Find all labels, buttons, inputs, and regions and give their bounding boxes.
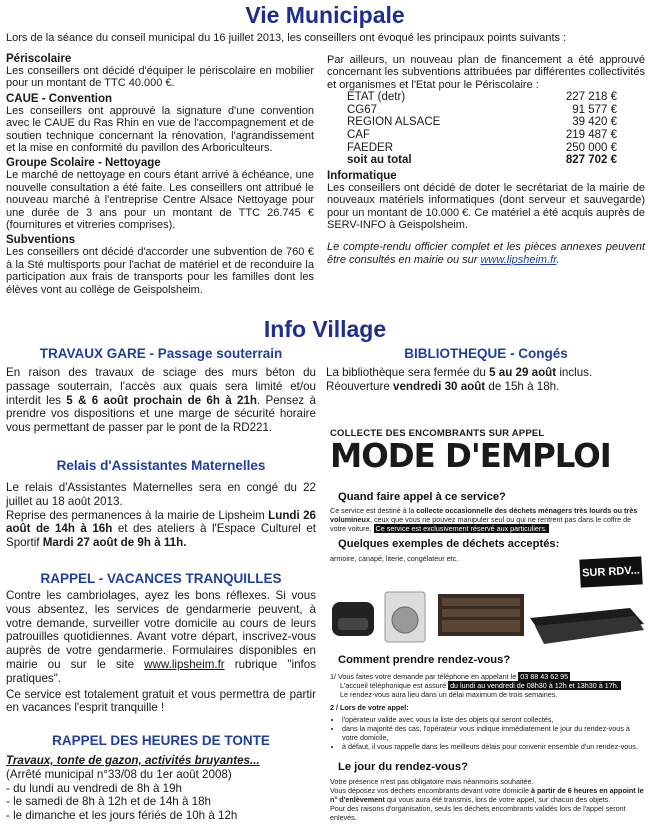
tonte-section xyxy=(6,733,316,823)
panel-q4: Le jour du rendez-vous? xyxy=(338,761,468,773)
bibliotheque-text-2 xyxy=(326,380,646,394)
tonte-line: - le dimanche et les jours fériés de 10h à 12h xyxy=(6,809,238,823)
vacances-text-2: Ce service est totalement gratuit et vous permettra de partir en vacances l'esprit tranquille ! xyxy=(6,687,316,715)
panel-q2-text: armoire, canapé, literie, congélateur etc. xyxy=(330,554,459,563)
vie-intro: Lors de la séance du conseil municipal du 16 juillet 2013, les conseillers ont évoqué les principaux points suivants : xyxy=(6,32,567,44)
nettoyage-text: Le marché de nettoyage en cours étant arrivé à échéance, une nouvelle consultation a été faite. Les conseillers ont attribué le nouveau marché à l'entreprise Centre Alsace Nettoyage pour une durée de 3 ans pour un montant de TTC 26.745 € (fournitures et vitreries comprises). xyxy=(6,169,314,232)
q1-text-b: collecte occasionnelle des déchets ménagers très lourds ou très volumineux xyxy=(330,506,638,524)
relais-lundi: Lundi 26 août de 14h à 16h xyxy=(6,508,316,536)
dresser-drawer xyxy=(442,609,520,617)
list-item: • l'opérateur valide avec vous la liste des objets qui seront collectés, xyxy=(342,715,646,724)
vacances-text-b: rubrique "infos pratiques". xyxy=(6,657,316,685)
nettoyage-heading: Groupe Scolaire - Nettoyage xyxy=(6,157,161,170)
fin-total-value: 827 702 € xyxy=(565,154,617,167)
informatique-heading: Informatique xyxy=(327,169,397,182)
step1-text-b: L'accueil téléphonique est assuré xyxy=(340,681,449,690)
list-item: • à défaut, il vous rappelle dans les meilleurs délais pour convenir ensemble d'un rendez-vous. xyxy=(342,742,646,751)
panel-big-title: MODE D'EMPLOI xyxy=(330,436,611,475)
panel-step1-hours xyxy=(330,681,646,690)
table-row xyxy=(347,104,617,117)
bibliotheque-heading: BIBLIOTHEQUE - Congés xyxy=(404,346,568,361)
travaux-text xyxy=(6,366,316,435)
vacances-text xyxy=(6,589,316,686)
tonte-line: - du lundi au vendredi de 8h à 19h xyxy=(6,781,182,795)
travaux-text-b: . Pensez à prendre vos dispositions et une marge de sécurité horaire vous permettant de passer par le pont de la RD221. xyxy=(6,393,316,435)
opening-hours: du lundi au vendredi de 08h30 à 12h et 13h30 à 17h. xyxy=(450,681,619,690)
q4-text-b: Vous déposez vos déchets encombrants devant votre domicile xyxy=(330,786,531,795)
fin-value: 250 000 € xyxy=(565,141,617,154)
lipsheim-link[interactable]: www.lipsheim.fr xyxy=(480,253,557,266)
biblio-dates: 5 au 29 août xyxy=(489,366,557,379)
travaux-heading: TRAVAUX GARE - Passage souterrain xyxy=(39,346,283,361)
vacances-text-a: Contre les cambriolages, ayez les bons réflexes. Si vous vous absentez, les services de gendarmerie peuvent, à votre demande, surveiller votre domicile au cours de leurs patrouilles quotidiennes. Avant votre départ, inscrivez-vous auprès de votre gendarmerie. Formulaires disponibles en mairie ou sur le site xyxy=(6,589,316,671)
lipsheim-site-link[interactable]: www.lipsheim.fr xyxy=(144,657,225,671)
list-item: • dans la majorité des cas, l'opérateur vous indique immédiatement le jour du rendez-vous à votre domicile, xyxy=(342,724,646,742)
caue-heading: CAUE - Convention xyxy=(6,92,113,105)
compte-rendu-end: . xyxy=(556,253,560,266)
travaux-text-a: En raison des travaux de sciage des murs béton du passage souterrain, l'accès aux quais sera limité et/ou interdit les xyxy=(6,366,316,407)
periscolaire-heading: Périscolaire xyxy=(6,53,72,65)
fin-value: 39 420 € xyxy=(572,116,617,129)
washing-machine-door xyxy=(392,607,418,633)
relais-section xyxy=(6,458,316,550)
relais-text-b: et des ateliers à l'Espace Culturel et Sportif xyxy=(6,522,316,550)
fin-label: FAEDER xyxy=(347,141,394,154)
subventions-text: Les conseillers ont décidé d'accorder une subvention de 760 € à la Sté multisports pour l'achat de matériel et de reconduire la participation aux frais de transports pour les familles dont les élèves vont au collège de Geispolsheim. xyxy=(6,246,314,296)
panel-rdv-section xyxy=(330,654,646,822)
dresser-drawer xyxy=(442,598,520,606)
panel-q4-text-a: Votre présence n'est pas obligatoire mais néanmoins souhaitée. xyxy=(330,777,534,786)
tonte-subtitle: Travaux, tonte de gazon, activités bruyantes... xyxy=(6,754,260,767)
panel-q3: Comment prendre rendez-vous? xyxy=(338,654,511,666)
vie-left-column xyxy=(6,50,314,296)
vacances-section xyxy=(6,571,316,715)
fin-value: 91 577 € xyxy=(572,103,617,116)
biblio-text-d: de 15h à 18h. xyxy=(485,379,560,393)
compte-rendu-text: Le compte-rendu officier complet et les pièces annexes peuvent être consultés en mairie ou sur xyxy=(327,241,645,266)
q1-highlight: Ce service est exclusivement réservé aux particuliers. xyxy=(375,524,547,533)
panel-q4-text-b xyxy=(330,786,646,804)
fin-value: 219 487 € xyxy=(565,129,617,141)
relais-text-1: Le relais d'Assistantes Maternelles sera en congé du 22 juillet au 18 août 2013. xyxy=(6,481,316,508)
biblio-reopen: vendredi 30 août xyxy=(393,379,486,393)
phone-number: 03 88 43 62 95 xyxy=(520,672,569,681)
table-row-total xyxy=(347,154,617,167)
periscolaire-text: Les conseillers ont décidé d'équiper le périscolaire en mobilier pour un montant de TTC 40.000 €. xyxy=(6,65,314,90)
table-row xyxy=(347,129,617,142)
panel-step1-delay: Le rendez-vous aura lieu dans un délai maximum de trois semaines. xyxy=(340,690,558,699)
sur-rdv-badge: SUR RDV... xyxy=(579,556,642,587)
furniture-illustration xyxy=(330,588,646,650)
tonte-line: (Arrêté municipal n°33/08 du 1er août 2008) xyxy=(6,767,232,781)
panel-step2-list xyxy=(330,715,646,751)
panel-q4-text-d: Pour des raisons d'organisation, seuls les déchets encombrants validés lors de l'appel seront enlevés. xyxy=(330,804,626,822)
fin-total-label: soit au total xyxy=(347,154,412,167)
panel-q1: Quand faire appel à ce service? xyxy=(338,491,506,503)
fin-value: 227 218 € xyxy=(565,91,617,104)
fin-label: CAF xyxy=(347,129,370,141)
fin-label: ETAT (detr) xyxy=(347,91,406,104)
panel-step2: 2 / Lors de votre appel: xyxy=(330,703,409,712)
tonte-line: - le samedi de 8h à 12h et de 14h à 18h xyxy=(6,795,211,809)
fin-label: CG67 xyxy=(347,103,378,116)
financement-intro: Par ailleurs, un nouveau plan de financement a été approuvé concernant les subventions attribuées par différentes collectivités et organismes et l'Etat pour le Périscolaire : xyxy=(327,54,645,91)
subventions-heading: Subventions xyxy=(6,234,76,247)
step1-text: 1/ Vous faites votre demande par téléphone en appelant le xyxy=(330,672,519,681)
encombrants-panel xyxy=(330,428,646,830)
info-village-title: Info Village xyxy=(263,316,387,342)
relais-text-a: Reprise des permanences à la mairie de Lipsheim xyxy=(6,508,269,522)
panel-q1-text xyxy=(330,506,646,533)
panel-small-title: COLLECTE DES ENCOMBRANTS SUR APPEL xyxy=(330,428,545,439)
q4-text-c: qui vous aura été transmis, lors de votre appel, sur chacun des objets. xyxy=(384,795,611,804)
table-row xyxy=(347,142,617,155)
relais-mardi: Mardi 27 août de 9h à 11h. xyxy=(42,536,187,550)
vie-right-column xyxy=(327,54,645,266)
vie-municipale-title: Vie Municipale xyxy=(245,2,405,28)
relais-text-2 xyxy=(6,509,316,550)
compte-rendu-note xyxy=(327,241,645,266)
waste-examples-image xyxy=(330,588,646,650)
q1-text-c: , ceux que vous ne pouvez manipuler seul ou qui ne rentrent pas dans le coffre de votre voiture. xyxy=(330,515,632,533)
panel-step1 xyxy=(330,672,646,681)
biblio-text-a: La bibliothèque sera fermée du xyxy=(326,366,490,379)
q4-text-bold: à partir de 6 heures en appoint le n° d'enlèvement xyxy=(330,786,644,804)
biblio-text-b: inclus. xyxy=(556,366,593,379)
tonte-heading: RAPPEL DES HEURES DE TONTE xyxy=(52,733,270,748)
armchair-seat xyxy=(338,618,368,630)
travaux-dates: 5 & 6 août prochain de 6h à 21h xyxy=(66,393,258,407)
travaux-section xyxy=(6,346,316,435)
bibliotheque-text-1 xyxy=(326,366,646,380)
financement-table xyxy=(347,91,617,167)
biblio-text-c: Réouverture xyxy=(326,379,394,393)
vacances-heading: RAPPEL - VACANCES TRANQUILLES xyxy=(40,571,282,586)
dresser-drawer xyxy=(442,620,520,632)
informatique-text: Les conseillers ont décidé de doter le secrétariat de la mairie de nouveaux matériels informatiques (dont serveur et sauvegarde) pour un montant de 10.000 €. Ce matériel a été acquis auprès de SERV-INFO à Geispolsheim. xyxy=(327,181,645,231)
relais-heading: Relais d'Assistantes Maternelles xyxy=(56,458,266,473)
table-row xyxy=(347,116,617,129)
q1-text-a: Ce service est destiné à la xyxy=(330,506,417,515)
table-row xyxy=(347,91,617,104)
bibliotheque-section xyxy=(326,346,646,394)
panel-q2: Quelques exemples de déchets acceptés: xyxy=(338,538,560,550)
caue-text: Les conseillers ont approuvé la signature d'une convention avec le CAUE du Ras Rhin en vue de l'accompagnement et de soutien technique concernant la rénovation, l'agrandissement et la mise en conformité du pavillon des Arboriculteurs. xyxy=(6,104,314,155)
fin-label: REGION ALSACE xyxy=(347,116,441,129)
